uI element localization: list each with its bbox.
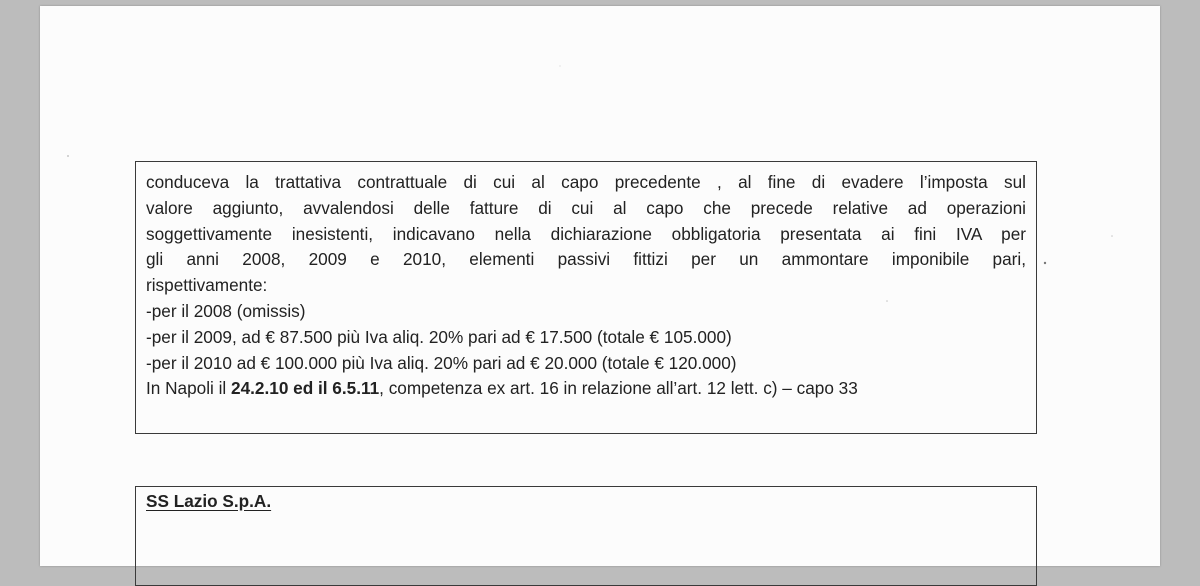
paragraph-line: soggettivamente inesistenti, indicavano nella dichiarazione obbligatoria presentata ai fini IVA per [146,223,1026,244]
dates-bold: 24.2.10 ed il 6.5.11 [231,378,380,399]
year-2008-line: -per il 2008 (omissis) [146,300,306,321]
charge-box [135,161,1037,434]
charge-text [146,170,1026,402]
year-2009-line: -per il 2009, ad € 87.500 più Iva aliq. 20% pari ad € 17.500 (totale € 105.000) [146,326,732,347]
respectively-line: rispettivamente: [146,275,268,296]
paragraph-line: valore aggiunto, avvalendosi delle fatture di cui al capo che precede relative ad operazioni [146,197,1026,218]
place-date-line [146,376,1026,402]
next-section-box [135,486,1037,586]
scan-speck [1111,235,1113,237]
scan-speck [67,155,69,157]
section-title: SS Lazio S.p.A. [146,491,272,511]
scan-speck [1044,262,1046,264]
paragraph-line: conduceva la trattativa contrattuale di cui al capo precedente , al fine di evadere l’imposta sul [146,172,1026,192]
place-prefix: In Napoli il [146,378,232,399]
document-page [40,6,1160,566]
place-suffix: , competenza ex art. 16 in relazione all’art. 12 lett. c) – capo 33 [379,378,858,399]
paragraph-line: gli anni 2008, 2009 e 2010, elementi passivi fittizi per un ammontare imponibile pari, [146,249,1026,270]
scan-speck [559,65,560,66]
year-2010-line: -per il 2010 ad € 100.000 più Iva aliq. 20% pari ad € 20.000 (totale € 120.000) [146,352,737,373]
